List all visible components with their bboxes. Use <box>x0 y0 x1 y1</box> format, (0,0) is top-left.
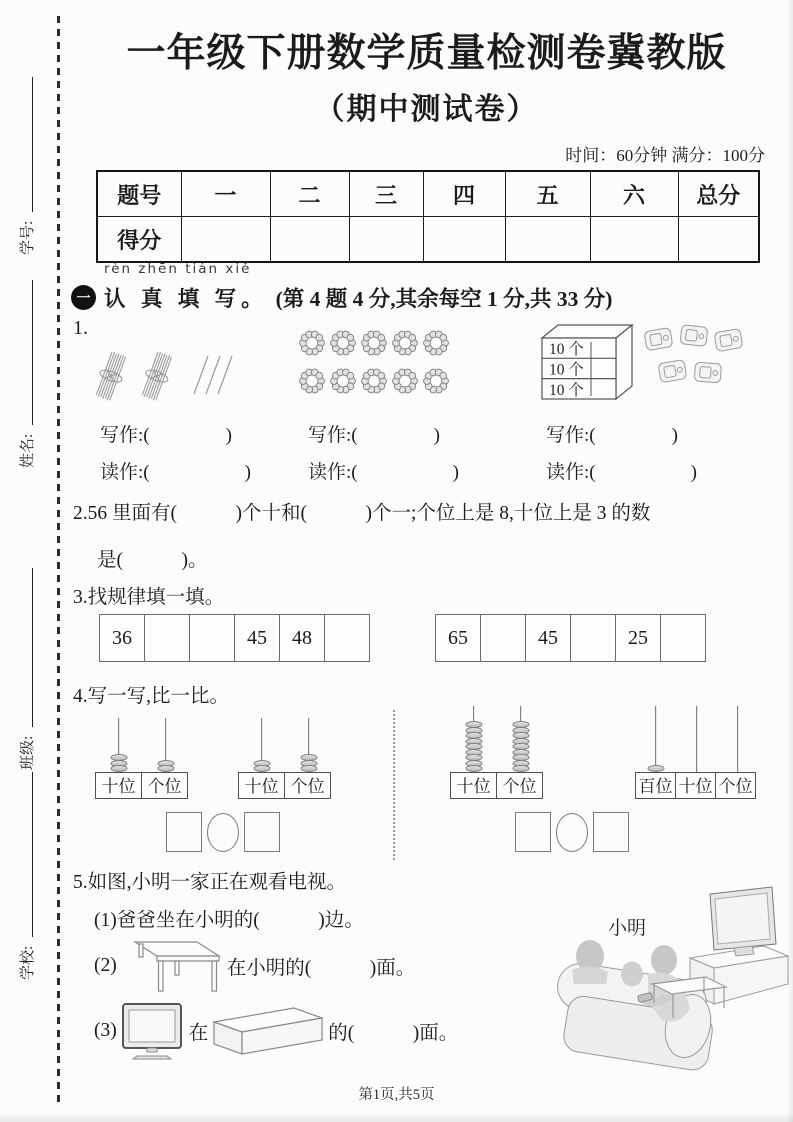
section-points-note: (第 4 题 4 分,其余每空 1 分,共 33 分) <box>275 287 613 311</box>
sequence-cell: 45 <box>525 614 571 662</box>
scene-xiaoming <box>621 962 643 987</box>
abacus-bead <box>110 765 127 772</box>
write-as-blank: 写作:( ) <box>100 425 232 446</box>
place-value-label: 个位 <box>715 772 756 799</box>
score-table-header-cell: 总分 <box>678 171 759 217</box>
score-cell-empty <box>181 217 270 263</box>
place-value-label: 十位 <box>95 772 142 799</box>
item2-prefix: (2) <box>94 955 117 976</box>
question4-title: 4.写一写,比一比。 <box>73 686 230 707</box>
question3-title: 3.找规律填一填。 <box>73 587 225 608</box>
abacus-bead <box>465 765 482 772</box>
page-subtitle: （期中测试卷） <box>314 93 539 126</box>
coffee-table-icon <box>121 938 223 994</box>
write-as-blank: 写作:( ) <box>546 425 678 446</box>
page-title: 一年级下册数学质量检测卷冀教版 <box>126 32 727 75</box>
box-count-label: 10 个 <box>549 341 584 358</box>
box-count-label: 10 个 <box>549 382 584 399</box>
sequence-cell <box>324 614 370 662</box>
margin-field-student-number <box>15 77 37 255</box>
score-table <box>96 170 760 263</box>
abacus-figure <box>95 718 189 799</box>
score-table-header-cell: 题号 <box>97 171 181 217</box>
student-number-blank-line <box>19 77 33 212</box>
score-table-header-cell: 一 <box>181 171 270 217</box>
scene-xiaoming-label: 小明 <box>608 918 647 939</box>
score-cell-empty <box>678 217 759 263</box>
section-one-heading <box>71 282 612 313</box>
cabinet-icon <box>212 1004 324 1058</box>
write-as-blank: 写作:( ) <box>308 425 440 446</box>
score-cell-empty <box>505 217 590 263</box>
comparison-boxes-right <box>515 812 629 852</box>
school-label: 学校: <box>19 945 36 980</box>
comparison-circle <box>556 813 588 852</box>
question5-item2 <box>94 938 415 994</box>
score-cell-empty <box>349 217 423 263</box>
section-pinyin: rèn zhēn tián xiě <box>104 261 252 277</box>
abacus-rod <box>696 706 698 772</box>
section-title-text: 认 真 填 写。 <box>104 287 268 311</box>
number-sequence-table-1 <box>99 614 370 662</box>
question5-item3 <box>94 1002 458 1060</box>
read-as-blank: 读作:( ) <box>546 462 697 483</box>
answer-box <box>593 812 629 852</box>
margin-field-school <box>15 772 37 980</box>
comparison-boxes-left <box>166 812 280 852</box>
class-label: 班级: <box>19 735 36 770</box>
abacus-bead <box>512 765 529 772</box>
family-watching-tv-scene <box>552 884 791 1080</box>
name-label: 姓名: <box>19 433 36 468</box>
dotted-divider <box>393 710 395 860</box>
score-table-header-cell: 二 <box>270 171 349 217</box>
item2-suffix: 在小明的( )面。 <box>226 958 416 979</box>
answer-box <box>244 812 280 852</box>
ten-boxes-figure <box>540 322 750 402</box>
sequence-cell <box>144 614 190 662</box>
margin-field-class <box>15 568 37 770</box>
sequence-cell <box>189 614 235 662</box>
student-number-label: 学号: <box>19 220 36 255</box>
scene-father <box>572 940 608 984</box>
abacus-bead <box>157 765 174 772</box>
sequence-cell: 25 <box>615 614 661 662</box>
score-table-header-cell: 四 <box>423 171 505 217</box>
sequence-cell <box>480 614 526 662</box>
place-value-label: 个位 <box>141 772 188 799</box>
sequence-cell <box>570 614 616 662</box>
abacus-bead <box>253 765 270 772</box>
answer-box <box>166 812 202 852</box>
abacus-figure <box>635 706 758 799</box>
score-cell-empty <box>270 217 349 263</box>
time-score-info: 时间：60分钟 满分：100分 <box>565 146 765 165</box>
tv-icon <box>121 1002 185 1060</box>
margin-field-name <box>15 280 37 468</box>
sequence-cell: 36 <box>99 614 145 662</box>
place-value-label: 个位 <box>496 772 543 799</box>
flower-rings-figure <box>296 327 466 405</box>
question5-title: 5.如图,小明一家正在观看电视。 <box>73 872 347 893</box>
sequence-cell: 48 <box>279 614 325 662</box>
comparison-circle <box>207 813 239 852</box>
question2-line2: 是( )。 <box>97 550 208 571</box>
answer-box <box>515 812 551 852</box>
school-blank-line <box>19 772 33 937</box>
sequence-cell <box>660 614 706 662</box>
number-sequence-table-2 <box>435 614 706 662</box>
score-row-label: 得分 <box>97 217 181 263</box>
sharpeners-figure <box>644 322 743 387</box>
score-table-header-cell: 六 <box>590 171 678 217</box>
question2-line1: 2.56 里面有( )个十和( )个一;个位上是 8,十位上是 3 的数 <box>73 503 651 524</box>
item3-suffix: 的( )面。 <box>328 1023 459 1044</box>
place-value-label: 十位 <box>238 772 285 799</box>
score-table-header-cell: 五 <box>505 171 590 217</box>
abacus-bead <box>647 765 664 772</box>
item3-prefix: (3) <box>94 1020 117 1041</box>
sticks-bundles-figure <box>94 344 254 408</box>
score-cell-empty <box>590 217 678 263</box>
abacus-figure <box>450 706 544 799</box>
question5-item1: (1)爸爸坐在小明的( )边。 <box>94 910 364 931</box>
abacus-figure <box>238 718 332 799</box>
page-number-footer: 第1页,共5页 <box>358 1087 435 1103</box>
place-value-label: 百位 <box>635 772 676 799</box>
scene-tv <box>710 887 776 956</box>
class-blank-line <box>19 568 33 727</box>
item3-mid: 在 <box>188 1023 209 1044</box>
read-as-blank: 读作:( ) <box>100 462 251 483</box>
place-value-label: 个位 <box>284 772 331 799</box>
binding-dashed-line <box>57 16 60 1108</box>
place-value-label: 十位 <box>675 772 716 799</box>
read-as-blank: 读作:( ) <box>308 462 459 483</box>
sequence-cell: 45 <box>234 614 280 662</box>
box-count-label: 10 个 <box>549 361 584 379</box>
sequence-cell: 65 <box>435 614 481 662</box>
score-table-header-cell: 三 <box>349 171 423 217</box>
name-blank-line <box>19 280 33 425</box>
abacus-bead <box>300 765 317 772</box>
question1-number: 1. <box>73 317 88 339</box>
score-cell-empty <box>423 217 505 263</box>
section-number-badge: 一 <box>71 285 96 310</box>
abacus-rod <box>737 706 739 772</box>
abacus-rod <box>655 706 657 772</box>
place-value-label: 十位 <box>450 772 497 799</box>
